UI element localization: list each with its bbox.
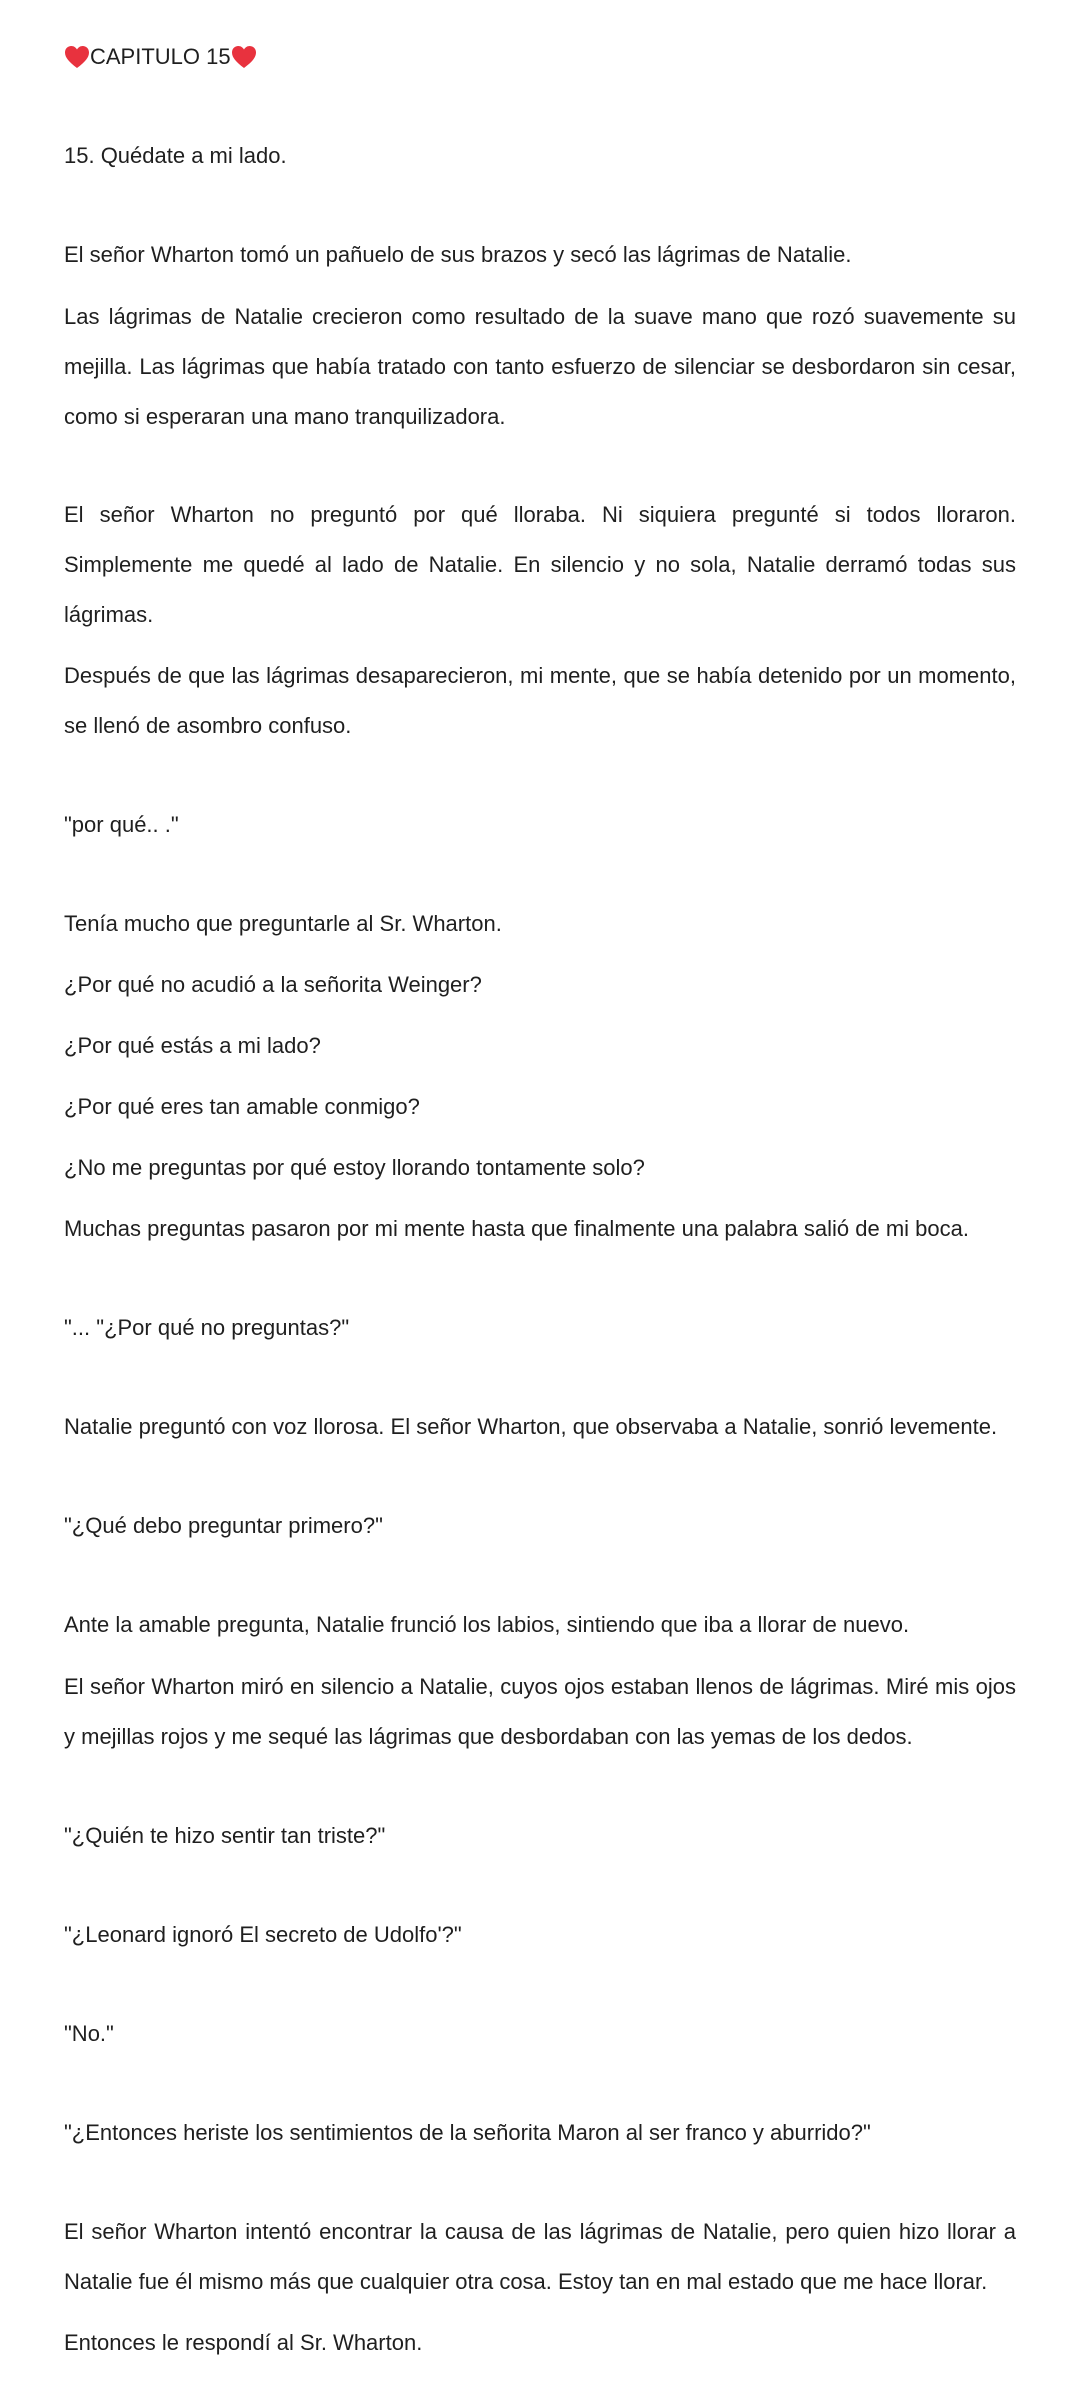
paragraph: Entonces le respondí al Sr. Wharton. [64,2330,423,2355]
chapter-subtitle: 15. Quédate a mi lado. [64,143,287,168]
heart-icon [64,45,90,69]
paragraph: El señor Wharton tomó un pañuelo de sus brazos y secó las lágrimas de Natalie. [64,242,852,267]
dialogue-line: "¿Quién te hizo sentir tan triste?" [64,1823,386,1848]
chapter-heading [64,32,257,82]
paragraph: Natalie preguntó con voz llorosa. El señor Wharton, que observaba a Natalie, sonrió levemente. [64,1414,998,1439]
dialogue-line: "¿Qué debo preguntar primero?" [64,1513,383,1538]
chapter-title: CAPITULO 15 [90,44,231,69]
dialogue-line: "... "¿Por qué no preguntas?" [64,1315,350,1340]
question-line: ¿No me preguntas por qué estoy llorando tontamente solo? [64,1155,645,1180]
question-line: ¿Por qué estás a mi lado? [64,1033,321,1058]
paragraph: Las lágrimas de Natalie crecieron como resultado de la suave mano que rozó suavemente su mejilla. Las lágrimas que había tratado con tanto esfuerzo de silenciar se desbordaron sin cesar, como si esperaran una mano tranquilizadora. [64,304,1016,429]
dialogue-line: "por qué.. ." [64,812,179,837]
paragraph: El señor Wharton no preguntó por qué lloraba. Ni siquiera pregunté si todos lloraron. Simplemente me quedé al lado de Natalie. En silencio y no sola, Natalie derramó todas sus lágrimas. [64,502,1016,627]
question-line: ¿Por qué eres tan amable conmigo? [64,1094,420,1119]
paragraph: El señor Wharton miró en silencio a Natalie, cuyos ojos estaban llenos de lágrimas. Miré mis ojos y mejillas rojos y me sequé las lágrimas que desbordaban con las yemas de los dedos. [64,1674,1016,1749]
paragraph: El señor Wharton intentó encontrar la causa de las lágrimas de Natalie, pero quien hizo llorar a Natalie fue él mismo más que cualquier otra cosa. Estoy tan en mal estado que me hace llorar. [64,2219,1016,2294]
question-line: ¿Por qué no acudió a la señorita Weinger? [64,972,482,997]
paragraph: Después de que las lágrimas desaparecieron, mi mente, que se había detenido por un momento, se llenó de asombro confuso. [64,663,1016,738]
dialogue-line: "No." [64,2021,114,2046]
paragraph: Ante la amable pregunta, Natalie frunció los labios, sintiendo que iba a llorar de nuevo. [64,1612,910,1637]
paragraph: Tenía mucho que preguntarle al Sr. Wharton. [64,911,502,936]
heart-icon [231,45,257,69]
dialogue-line: "¿Leonard ignoró El secreto de Udolfo'?" [64,1922,462,1947]
dialogue-line: "¿Entonces heriste los sentimientos de la señorita Maron al ser franco y aburrido?" [64,2120,871,2145]
paragraph: Muchas preguntas pasaron por mi mente hasta que finalmente una palabra salió de mi boca. [64,1216,969,1241]
